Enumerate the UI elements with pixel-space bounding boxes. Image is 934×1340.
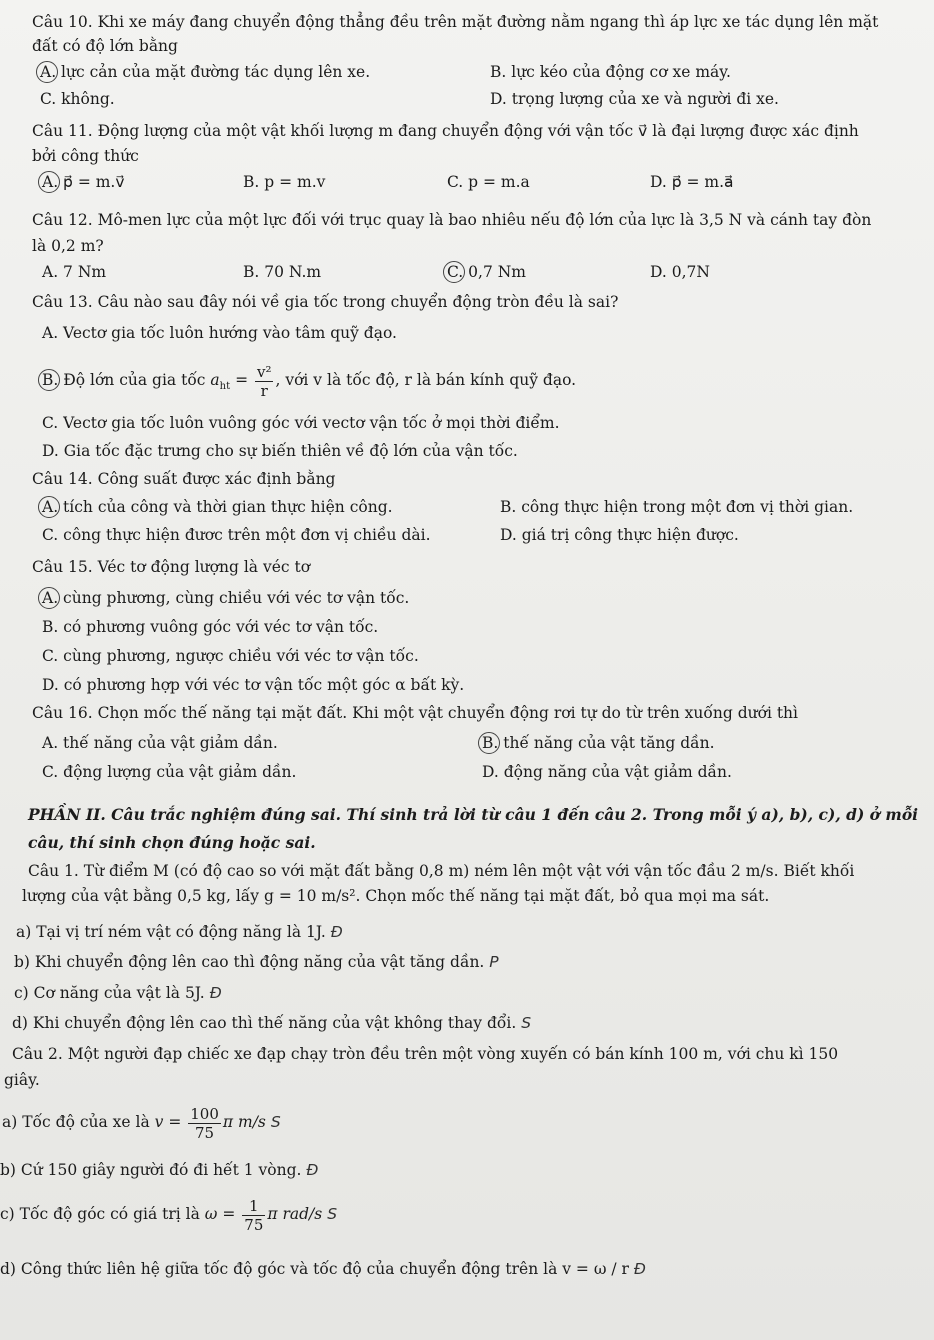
p2q2-item-c: c) Tốc độ góc có giá trị là ω = $\frac{1}{75}$ π rad/s S bbox=[0, 1196, 338, 1234]
q11-stem-line2: bởi công thức bbox=[32, 147, 139, 165]
handwritten-mark: S bbox=[270, 1113, 281, 1131]
handwritten-mark: S bbox=[327, 1205, 338, 1223]
selected-answer-circle bbox=[38, 587, 60, 609]
q16-option-d: D. động năng của vật giảm dần. bbox=[482, 763, 732, 781]
handwritten-mark: Đ bbox=[209, 984, 222, 1002]
p2q1-item-c: c) Cơ năng của vật là 5J. Đ bbox=[14, 984, 222, 1002]
q14-option-a: A. tích của công và thời gian thực hiện công. bbox=[42, 497, 393, 517]
selected-answer-circle bbox=[36, 61, 58, 83]
q13-stem: Câu 13. Câu nào sau đây nói về gia tốc trong chuyển động tròn đều là sai? bbox=[32, 293, 619, 311]
q15-option-c: C. cùng phương, ngược chiều với véc tơ vận tốc. bbox=[42, 647, 419, 665]
acceleration-fraction: $\frac{\text{v²}}{r}$ bbox=[256, 362, 272, 400]
q12-stem-line1: Câu 12. Mô-men lực của một lực đối với trục quay là bao nhiêu nếu độ lớn của lực là 3,5 N và cánh tay đòn bbox=[32, 211, 872, 229]
handwritten-mark: S bbox=[521, 1014, 532, 1032]
q11-stem-line1: Câu 11. Động lượng của một vật khối lượng m đang chuyển động với vận tốc v⃗ là đại lượng được xác định bbox=[32, 122, 859, 140]
q10-option-b: B. lực kéo của động cơ xe máy. bbox=[490, 63, 731, 81]
selected-answer-circle bbox=[38, 171, 60, 193]
handwritten-mark: P bbox=[489, 953, 499, 971]
p2q2-stem-line1: Câu 2. Một người đạp chiếc xe đạp chạy tròn đều trên một vòng xuyến có bán kính 100 m, với chu kì 150 bbox=[12, 1045, 839, 1063]
q16-option-a: A. thế năng của vật giảm dần. bbox=[42, 734, 278, 752]
selected-answer-circle bbox=[478, 732, 500, 754]
q11-option-c: C. p = m.a bbox=[447, 173, 530, 191]
part2-heading-line1: PHẦN II. Câu trắc nghiệm đúng sai. Thí sinh trả lời từ câu 1 đến câu 2. Trong mỗi ý a), b), c), d) ở mỗi bbox=[28, 805, 919, 824]
q10-option-c: C. không. bbox=[40, 90, 115, 108]
q15-option-a: A. cùng phương, cùng chiều với véc tơ vận tốc. bbox=[42, 588, 934, 608]
q10-stem-line1: Câu 10. Khi xe máy đang chuyển động thẳng đều trên mặt đường nằm ngang thì áp lực xe tác dụng lên mặt bbox=[32, 13, 879, 31]
q16-stem: Câu 16. Chọn mốc thế năng tại mặt đất. Khi một vật chuyển động rơi tự do từ trên xuống dưới thì bbox=[32, 704, 798, 722]
q12-stem-line2: là 0,2 m? bbox=[32, 237, 104, 255]
q15-option-d: D. có phương hợp với véc tơ vận tốc một góc α bất kỳ. bbox=[42, 676, 465, 694]
speed-fraction: $\frac{100}{75}$ bbox=[190, 1104, 219, 1142]
q13-option-a: A. Vectơ gia tốc luôn hướng vào tâm quỹ đạo. bbox=[42, 324, 397, 342]
q15-option-b: B. có phương vuông góc với véc tơ vận tốc. bbox=[42, 618, 379, 636]
q12-option-d: D. 0,7N bbox=[650, 263, 710, 281]
q11-option-a: A. p⃗ = m.v⃗ bbox=[42, 172, 125, 192]
handwritten-mark: Đ bbox=[633, 1260, 646, 1278]
p2q2-item-b: b) Cứ 150 giây người đó đi hết 1 vòng. Đ bbox=[0, 1161, 319, 1179]
p2q1-item-d: d) Khi chuyển động lên cao thì thế năng của vật không thay đổi. S bbox=[12, 1014, 532, 1032]
q10-option-d: D. trọng lượng của xe và người đi xe. bbox=[490, 90, 779, 108]
selected-answer-circle bbox=[38, 369, 60, 391]
q13-option-b: B. Độ lớn của gia tốc $a_{ht}$ = $\frac{\text{v²}}{r}$ , với v là tốc độ, r là bán kính quỹ đạo. bbox=[42, 360, 934, 407]
q12-option-b: B. 70 N.m bbox=[243, 263, 322, 281]
handwritten-mark: Đ bbox=[330, 923, 343, 941]
p2q1-item-a: a) Tại vị trí ném vật có động năng là 1J. Đ bbox=[16, 923, 343, 941]
q11-option-b: B. p = m.v bbox=[243, 173, 326, 191]
q14-option-d: D. giá trị công thực hiện được. bbox=[500, 526, 739, 544]
selected-answer-circle bbox=[38, 496, 60, 518]
q14-option-b: B. công thực hiện trong một đơn vị thời gian. bbox=[500, 498, 854, 516]
p2q2-item-d: d) Công thức liên hệ giữa tốc độ góc và tốc độ của chuyển động trên là v = ω / r Đ bbox=[0, 1260, 646, 1278]
q12-option-a: A. 7 Nm bbox=[42, 263, 107, 281]
angular-speed-fraction: $\frac{1}{75}$ bbox=[244, 1196, 264, 1234]
q16-option-b: B. thế năng của vật tăng dần. bbox=[482, 733, 715, 753]
q14-stem: Câu 14. Công suất được xác định bằng bbox=[32, 470, 336, 488]
part2-heading-line2: câu, thí sinh chọn đúng hoặc sai. bbox=[28, 833, 316, 852]
q10-option-a: A. lực cản của mặt đường tác dụng lên xe. bbox=[40, 62, 370, 82]
q11-option-d: D. p⃗ = m.a⃗ bbox=[650, 173, 734, 191]
p2q1-item-b: b) Khi chuyển động lên cao thì động năng của vật tăng dần. P bbox=[14, 953, 499, 971]
q16-option-c: C. động lượng của vật giảm dần. bbox=[42, 763, 297, 781]
handwritten-mark: Đ bbox=[306, 1161, 319, 1179]
selected-answer-circle bbox=[443, 261, 465, 283]
q15-stem: Câu 15. Véc tơ động lượng là véc tơ bbox=[32, 558, 311, 576]
q12-option-c: C. 0,7 Nm bbox=[447, 262, 526, 282]
q10-stem-line2: đất có độ lớn bằng bbox=[32, 37, 178, 55]
p2q1-stem-line1: Câu 1. Từ điểm M (có độ cao so với mặt đất bằng 0,8 m) ném lên một vật với vận tốc đầu 2 m/s. Biết khối bbox=[28, 862, 855, 880]
q13-option-c: C. Vectơ gia tốc luôn vuông góc với vectơ vận tốc ở mọi thời điểm. bbox=[42, 414, 560, 432]
q14-option-c: C. công thực hiện đươc trên một đơn vị chiều dài. bbox=[42, 526, 431, 544]
q13-option-d: D. Gia tốc đặc trưng cho sự biến thiên về độ lớn của vận tốc. bbox=[42, 442, 518, 460]
p2q2-stem-line2: giây. bbox=[4, 1071, 40, 1089]
p2q1-stem-line2: lượng của vật bằng 0,5 kg, lấy g = 10 m/s². Chọn mốc thế năng tại mặt đất, bỏ qua mọi ma sát. bbox=[22, 887, 770, 905]
p2q2-item-a: a) Tốc độ của xe là v = $\frac{100}{75}$ π m/s S bbox=[2, 1104, 281, 1142]
